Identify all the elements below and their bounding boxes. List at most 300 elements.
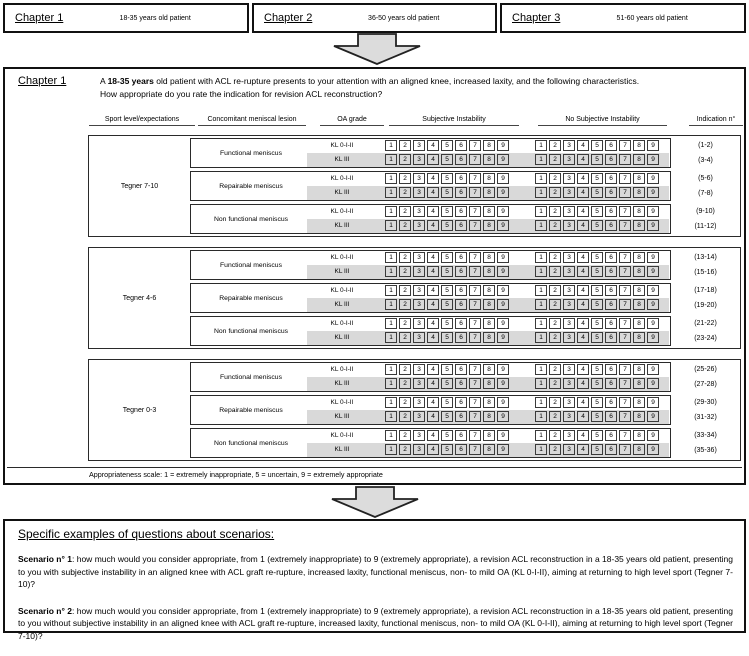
scale-cell[interactable]: 2 <box>399 285 411 296</box>
scale-cell[interactable]: 2 <box>399 266 411 277</box>
scale-cell[interactable]: 8 <box>633 318 645 329</box>
scale-cell[interactable]: 8 <box>633 364 645 375</box>
scale-cell[interactable]: 1 <box>535 173 547 184</box>
scale-cell[interactable]: 6 <box>605 154 617 165</box>
scale-cell[interactable]: 6 <box>455 187 467 198</box>
scale-cell[interactable]: 2 <box>399 430 411 441</box>
scale-cell[interactable]: 5 <box>591 397 603 408</box>
scale-cell[interactable]: 7 <box>619 364 631 375</box>
scale-cell[interactable]: 9 <box>647 252 659 263</box>
scale-cell[interactable]: 1 <box>385 411 397 422</box>
scale-cell[interactable]: 6 <box>605 173 617 184</box>
scale-cell[interactable]: 3 <box>413 285 425 296</box>
scale-cell[interactable]: 5 <box>591 154 603 165</box>
scale-cell[interactable]: 8 <box>633 266 645 277</box>
scale-cell[interactable]: 4 <box>427 299 439 310</box>
scale-cell[interactable]: 2 <box>549 154 561 165</box>
scale-cell[interactable]: 7 <box>469 299 481 310</box>
scale-cell[interactable]: 8 <box>633 173 645 184</box>
scale-cell[interactable]: 7 <box>469 154 481 165</box>
scale-cell[interactable]: 9 <box>647 444 659 455</box>
scale-cell[interactable]: 8 <box>483 154 495 165</box>
scale-cell[interactable]: 1 <box>385 140 397 151</box>
scale-cell[interactable]: 1 <box>535 411 547 422</box>
scale-cell[interactable]: 9 <box>647 411 659 422</box>
scale-cell[interactable]: 8 <box>483 318 495 329</box>
scale-cell[interactable]: 8 <box>483 285 495 296</box>
scale-cell[interactable]: 8 <box>633 332 645 343</box>
scale-cell[interactable]: 7 <box>619 397 631 408</box>
scale-cell[interactable]: 2 <box>549 444 561 455</box>
scale-cell[interactable]: 4 <box>577 364 589 375</box>
scale-cell[interactable]: 4 <box>427 187 439 198</box>
scale-cell[interactable]: 7 <box>469 266 481 277</box>
scale-cell[interactable]: 7 <box>469 444 481 455</box>
scale-cell[interactable]: 1 <box>535 285 547 296</box>
scale-cell[interactable]: 4 <box>577 332 589 343</box>
scale-cell[interactable]: 7 <box>619 444 631 455</box>
scale-cell[interactable]: 6 <box>605 430 617 441</box>
scale-cell[interactable]: 3 <box>563 378 575 389</box>
scale-cell[interactable]: 6 <box>605 285 617 296</box>
scale-cell[interactable]: 4 <box>577 285 589 296</box>
scale-cell[interactable]: 8 <box>483 332 495 343</box>
scale-cell[interactable]: 9 <box>647 266 659 277</box>
scale-cell[interactable]: 7 <box>619 411 631 422</box>
scale-cell[interactable]: 3 <box>413 266 425 277</box>
scale-cell[interactable]: 9 <box>497 299 509 310</box>
scale-cell[interactable]: 2 <box>399 252 411 263</box>
scale-cell[interactable]: 8 <box>483 364 495 375</box>
scale-cell[interactable]: 9 <box>647 140 659 151</box>
scale-cell[interactable]: 1 <box>535 430 547 441</box>
scale-cell[interactable]: 7 <box>469 378 481 389</box>
scale-cell[interactable]: 7 <box>469 187 481 198</box>
scale-cell[interactable]: 7 <box>619 332 631 343</box>
scale-cell[interactable]: 1 <box>535 206 547 217</box>
scale-cell[interactable]: 2 <box>549 187 561 198</box>
scale-cell[interactable]: 1 <box>535 154 547 165</box>
scale-cell[interactable]: 1 <box>385 173 397 184</box>
scale-cell[interactable]: 3 <box>413 411 425 422</box>
scale-cell[interactable]: 5 <box>591 266 603 277</box>
scale-cell[interactable]: 1 <box>535 299 547 310</box>
scale-cell[interactable]: 8 <box>483 397 495 408</box>
scale-cell[interactable]: 6 <box>605 364 617 375</box>
scale-cell[interactable]: 4 <box>577 252 589 263</box>
scale-cell[interactable]: 6 <box>605 252 617 263</box>
scale-cell[interactable]: 6 <box>455 299 467 310</box>
scale-cell[interactable]: 5 <box>591 140 603 151</box>
scale-cell[interactable]: 4 <box>427 318 439 329</box>
scale-cell[interactable]: 2 <box>399 364 411 375</box>
scale-cell[interactable]: 3 <box>413 397 425 408</box>
scale-cell[interactable]: 3 <box>563 332 575 343</box>
scale-cell[interactable]: 6 <box>605 378 617 389</box>
scale-cell[interactable]: 9 <box>647 187 659 198</box>
scale-cell[interactable]: 6 <box>455 430 467 441</box>
scale-cell[interactable]: 7 <box>619 206 631 217</box>
scale-cell[interactable]: 8 <box>483 220 495 231</box>
scale-cell[interactable]: 8 <box>483 266 495 277</box>
scale-cell[interactable]: 2 <box>399 187 411 198</box>
scale-cell[interactable]: 2 <box>549 332 561 343</box>
scale-cell[interactable]: 6 <box>605 206 617 217</box>
scale-cell[interactable]: 4 <box>427 364 439 375</box>
scale-cell[interactable]: 1 <box>535 220 547 231</box>
scale-cell[interactable]: 3 <box>413 206 425 217</box>
scale-cell[interactable]: 2 <box>399 206 411 217</box>
scale-cell[interactable]: 3 <box>563 430 575 441</box>
scale-cell[interactable]: 4 <box>577 430 589 441</box>
scale-cell[interactable]: 9 <box>497 173 509 184</box>
scale-cell[interactable]: 3 <box>413 299 425 310</box>
scale-cell[interactable]: 5 <box>591 318 603 329</box>
scale-cell[interactable]: 7 <box>469 140 481 151</box>
scale-cell[interactable]: 6 <box>455 397 467 408</box>
scale-cell[interactable]: 5 <box>441 220 453 231</box>
scale-cell[interactable]: 2 <box>549 266 561 277</box>
scale-cell[interactable]: 9 <box>497 220 509 231</box>
scale-cell[interactable]: 1 <box>535 397 547 408</box>
scale-cell[interactable]: 6 <box>455 266 467 277</box>
scale-cell[interactable]: 1 <box>385 378 397 389</box>
scale-cell[interactable]: 5 <box>591 364 603 375</box>
scale-cell[interactable]: 7 <box>619 285 631 296</box>
scale-cell[interactable]: 6 <box>455 318 467 329</box>
scale-cell[interactable]: 3 <box>413 378 425 389</box>
scale-cell[interactable]: 4 <box>427 154 439 165</box>
scale-cell[interactable]: 7 <box>469 220 481 231</box>
scale-cell[interactable]: 2 <box>399 378 411 389</box>
scale-cell[interactable]: 2 <box>549 411 561 422</box>
scale-cell[interactable]: 9 <box>647 430 659 441</box>
scale-cell[interactable]: 9 <box>647 220 659 231</box>
scale-cell[interactable]: 8 <box>633 444 645 455</box>
scale-cell[interactable]: 5 <box>591 430 603 441</box>
scale-cell[interactable]: 9 <box>497 206 509 217</box>
scale-cell[interactable]: 6 <box>455 411 467 422</box>
scale-cell[interactable]: 9 <box>647 299 659 310</box>
scale-cell[interactable]: 2 <box>549 252 561 263</box>
scale-cell[interactable]: 7 <box>469 285 481 296</box>
scale-cell[interactable]: 2 <box>549 140 561 151</box>
scale-cell[interactable]: 2 <box>399 173 411 184</box>
scale-cell[interactable]: 4 <box>577 220 589 231</box>
scale-cell[interactable]: 9 <box>647 364 659 375</box>
scale-cell[interactable]: 5 <box>591 220 603 231</box>
scale-cell[interactable]: 5 <box>441 285 453 296</box>
scale-cell[interactable]: 1 <box>535 140 547 151</box>
scale-cell[interactable]: 5 <box>441 266 453 277</box>
scale-cell[interactable]: 7 <box>469 397 481 408</box>
scale-cell[interactable]: 3 <box>563 318 575 329</box>
scale-cell[interactable]: 4 <box>577 378 589 389</box>
scale-cell[interactable]: 6 <box>605 299 617 310</box>
scale-cell[interactable]: 8 <box>483 378 495 389</box>
scale-cell[interactable]: 1 <box>385 252 397 263</box>
scale-cell[interactable]: 7 <box>619 266 631 277</box>
scale-cell[interactable]: 1 <box>385 397 397 408</box>
scale-cell[interactable]: 8 <box>633 220 645 231</box>
scale-cell[interactable]: 7 <box>469 430 481 441</box>
scale-cell[interactable]: 9 <box>647 154 659 165</box>
scale-cell[interactable]: 8 <box>483 140 495 151</box>
scale-cell[interactable]: 8 <box>633 154 645 165</box>
scale-cell[interactable]: 1 <box>385 332 397 343</box>
scale-cell[interactable]: 3 <box>413 318 425 329</box>
scale-cell[interactable]: 1 <box>385 444 397 455</box>
scale-cell[interactable]: 6 <box>455 140 467 151</box>
scale-cell[interactable]: 1 <box>385 430 397 441</box>
scale-cell[interactable]: 5 <box>591 299 603 310</box>
scale-cell[interactable]: 6 <box>605 266 617 277</box>
scale-cell[interactable]: 5 <box>441 173 453 184</box>
scale-cell[interactable]: 8 <box>483 206 495 217</box>
scale-cell[interactable]: 9 <box>497 444 509 455</box>
scale-cell[interactable]: 9 <box>647 318 659 329</box>
scale-cell[interactable]: 5 <box>441 430 453 441</box>
scale-cell[interactable]: 3 <box>413 140 425 151</box>
scale-cell[interactable]: 4 <box>577 299 589 310</box>
scale-cell[interactable]: 7 <box>619 318 631 329</box>
scale-cell[interactable]: 2 <box>399 299 411 310</box>
scale-cell[interactable]: 3 <box>413 430 425 441</box>
scale-cell[interactable]: 5 <box>441 318 453 329</box>
scale-cell[interactable]: 9 <box>647 173 659 184</box>
scale-cell[interactable]: 7 <box>619 299 631 310</box>
scale-cell[interactable]: 4 <box>427 332 439 343</box>
scale-cell[interactable]: 4 <box>427 266 439 277</box>
scale-cell[interactable]: 8 <box>633 299 645 310</box>
scale-cell[interactable]: 3 <box>563 220 575 231</box>
scale-cell[interactable]: 1 <box>385 220 397 231</box>
scale-cell[interactable]: 4 <box>577 411 589 422</box>
scale-cell[interactable]: 3 <box>413 154 425 165</box>
scale-cell[interactable]: 3 <box>563 173 575 184</box>
scale-cell[interactable]: 3 <box>563 252 575 263</box>
scale-cell[interactable]: 2 <box>399 154 411 165</box>
scale-cell[interactable]: 9 <box>497 154 509 165</box>
scale-cell[interactable]: 8 <box>633 411 645 422</box>
scale-cell[interactable]: 9 <box>497 397 509 408</box>
scale-cell[interactable]: 4 <box>427 285 439 296</box>
scale-cell[interactable]: 6 <box>605 187 617 198</box>
scale-cell[interactable]: 6 <box>455 252 467 263</box>
scale-cell[interactable]: 6 <box>605 220 617 231</box>
scale-cell[interactable]: 2 <box>549 397 561 408</box>
scale-cell[interactable]: 4 <box>427 397 439 408</box>
scale-cell[interactable]: 8 <box>483 444 495 455</box>
scale-cell[interactable]: 7 <box>469 411 481 422</box>
scale-cell[interactable]: 1 <box>385 364 397 375</box>
scale-cell[interactable]: 8 <box>633 140 645 151</box>
scale-cell[interactable]: 3 <box>413 173 425 184</box>
scale-cell[interactable]: 1 <box>385 318 397 329</box>
scale-cell[interactable]: 5 <box>591 444 603 455</box>
scale-cell[interactable]: 1 <box>385 299 397 310</box>
scale-cell[interactable]: 1 <box>385 285 397 296</box>
scale-cell[interactable]: 4 <box>427 140 439 151</box>
scale-cell[interactable]: 1 <box>535 444 547 455</box>
scale-cell[interactable]: 2 <box>549 220 561 231</box>
scale-cell[interactable]: 6 <box>455 364 467 375</box>
scale-cell[interactable]: 2 <box>399 332 411 343</box>
scale-cell[interactable]: 4 <box>577 206 589 217</box>
scale-cell[interactable]: 3 <box>563 397 575 408</box>
scale-cell[interactable]: 3 <box>563 206 575 217</box>
scale-cell[interactable]: 4 <box>577 140 589 151</box>
scale-cell[interactable]: 1 <box>385 154 397 165</box>
scale-cell[interactable]: 6 <box>455 154 467 165</box>
scale-cell[interactable]: 5 <box>591 173 603 184</box>
scale-cell[interactable]: 2 <box>399 397 411 408</box>
scale-cell[interactable]: 8 <box>483 187 495 198</box>
scale-cell[interactable]: 5 <box>591 411 603 422</box>
scale-cell[interactable]: 4 <box>427 430 439 441</box>
scale-cell[interactable]: 9 <box>497 187 509 198</box>
scale-cell[interactable]: 9 <box>647 378 659 389</box>
scale-cell[interactable]: 3 <box>563 154 575 165</box>
scale-cell[interactable]: 7 <box>619 430 631 441</box>
scale-cell[interactable]: 9 <box>497 318 509 329</box>
scale-cell[interactable]: 2 <box>549 378 561 389</box>
scale-cell[interactable]: 4 <box>577 154 589 165</box>
scale-cell[interactable]: 3 <box>413 220 425 231</box>
scale-cell[interactable]: 4 <box>427 206 439 217</box>
scale-cell[interactable]: 6 <box>605 411 617 422</box>
scale-cell[interactable]: 3 <box>413 444 425 455</box>
scale-cell[interactable]: 2 <box>549 430 561 441</box>
scale-cell[interactable]: 5 <box>591 206 603 217</box>
scale-cell[interactable]: 9 <box>647 332 659 343</box>
scale-cell[interactable]: 4 <box>577 397 589 408</box>
scale-cell[interactable]: 5 <box>441 187 453 198</box>
scale-cell[interactable]: 8 <box>633 252 645 263</box>
scale-cell[interactable]: 7 <box>619 154 631 165</box>
scale-cell[interactable]: 3 <box>563 285 575 296</box>
scale-cell[interactable]: 2 <box>549 206 561 217</box>
scale-cell[interactable]: 9 <box>497 266 509 277</box>
scale-cell[interactable]: 6 <box>605 140 617 151</box>
scale-cell[interactable]: 4 <box>577 266 589 277</box>
scale-cell[interactable]: 8 <box>633 397 645 408</box>
scale-cell[interactable]: 6 <box>455 378 467 389</box>
scale-cell[interactable]: 1 <box>535 318 547 329</box>
scale-cell[interactable]: 7 <box>469 364 481 375</box>
scale-cell[interactable]: 2 <box>549 318 561 329</box>
scale-cell[interactable]: 3 <box>563 187 575 198</box>
scale-cell[interactable]: 5 <box>441 252 453 263</box>
scale-cell[interactable]: 7 <box>469 332 481 343</box>
scale-cell[interactable]: 4 <box>427 444 439 455</box>
scale-cell[interactable]: 1 <box>535 252 547 263</box>
scale-cell[interactable]: 4 <box>427 378 439 389</box>
scale-cell[interactable]: 5 <box>441 332 453 343</box>
scale-cell[interactable]: 3 <box>563 299 575 310</box>
scale-cell[interactable]: 2 <box>399 318 411 329</box>
scale-cell[interactable]: 3 <box>413 252 425 263</box>
scale-cell[interactable]: 6 <box>605 318 617 329</box>
scale-cell[interactable]: 7 <box>469 252 481 263</box>
scale-cell[interactable]: 5 <box>441 444 453 455</box>
scale-cell[interactable]: 5 <box>591 187 603 198</box>
scale-cell[interactable]: 3 <box>413 187 425 198</box>
scale-cell[interactable]: 4 <box>577 187 589 198</box>
scale-cell[interactable]: 1 <box>535 378 547 389</box>
scale-cell[interactable]: 9 <box>497 332 509 343</box>
scale-cell[interactable]: 7 <box>619 140 631 151</box>
scale-cell[interactable]: 2 <box>399 411 411 422</box>
scale-cell[interactable]: 9 <box>647 397 659 408</box>
scale-cell[interactable]: 3 <box>563 411 575 422</box>
scale-cell[interactable]: 8 <box>483 252 495 263</box>
scale-cell[interactable]: 7 <box>469 173 481 184</box>
scale-cell[interactable]: 5 <box>441 154 453 165</box>
scale-cell[interactable]: 7 <box>619 187 631 198</box>
scale-cell[interactable]: 1 <box>385 266 397 277</box>
scale-cell[interactable]: 1 <box>385 206 397 217</box>
scale-cell[interactable]: 3 <box>413 364 425 375</box>
scale-cell[interactable]: 9 <box>497 252 509 263</box>
scale-cell[interactable]: 8 <box>483 411 495 422</box>
scale-cell[interactable]: 4 <box>427 252 439 263</box>
scale-cell[interactable]: 8 <box>483 430 495 441</box>
scale-cell[interactable]: 6 <box>455 220 467 231</box>
scale-cell[interactable]: 9 <box>497 285 509 296</box>
scale-cell[interactable]: 5 <box>441 411 453 422</box>
scale-cell[interactable]: 2 <box>399 220 411 231</box>
scale-cell[interactable]: 5 <box>441 140 453 151</box>
scale-cell[interactable]: 2 <box>549 299 561 310</box>
scale-cell[interactable]: 9 <box>497 411 509 422</box>
scale-cell[interactable]: 5 <box>591 378 603 389</box>
scale-cell[interactable]: 4 <box>577 444 589 455</box>
scale-cell[interactable]: 1 <box>535 332 547 343</box>
scale-cell[interactable]: 6 <box>605 332 617 343</box>
scale-cell[interactable]: 2 <box>549 173 561 184</box>
scale-cell[interactable]: 5 <box>591 332 603 343</box>
scale-cell[interactable]: 8 <box>633 378 645 389</box>
scale-cell[interactable]: 7 <box>619 173 631 184</box>
scale-cell[interactable]: 8 <box>633 206 645 217</box>
scale-cell[interactable]: 3 <box>413 332 425 343</box>
scale-cell[interactable]: 7 <box>619 378 631 389</box>
scale-cell[interactable]: 9 <box>497 430 509 441</box>
scale-cell[interactable]: 2 <box>549 285 561 296</box>
scale-cell[interactable]: 1 <box>535 266 547 277</box>
scale-cell[interactable]: 9 <box>497 140 509 151</box>
scale-cell[interactable]: 1 <box>385 187 397 198</box>
scale-cell[interactable]: 9 <box>647 206 659 217</box>
scale-cell[interactable]: 9 <box>647 285 659 296</box>
scale-cell[interactable]: 5 <box>591 285 603 296</box>
scale-cell[interactable]: 3 <box>563 364 575 375</box>
scale-cell[interactable]: 8 <box>483 299 495 310</box>
scale-cell[interactable]: 4 <box>427 220 439 231</box>
scale-cell[interactable]: 7 <box>619 252 631 263</box>
scale-cell[interactable]: 5 <box>441 378 453 389</box>
scale-cell[interactable]: 6 <box>455 206 467 217</box>
scale-cell[interactable]: 7 <box>619 220 631 231</box>
scale-cell[interactable]: 2 <box>549 364 561 375</box>
scale-cell[interactable]: 3 <box>563 266 575 277</box>
scale-cell[interactable]: 5 <box>441 364 453 375</box>
scale-cell[interactable]: 3 <box>563 444 575 455</box>
scale-cell[interactable]: 2 <box>399 444 411 455</box>
scale-cell[interactable]: 6 <box>455 332 467 343</box>
scale-cell[interactable]: 5 <box>441 299 453 310</box>
